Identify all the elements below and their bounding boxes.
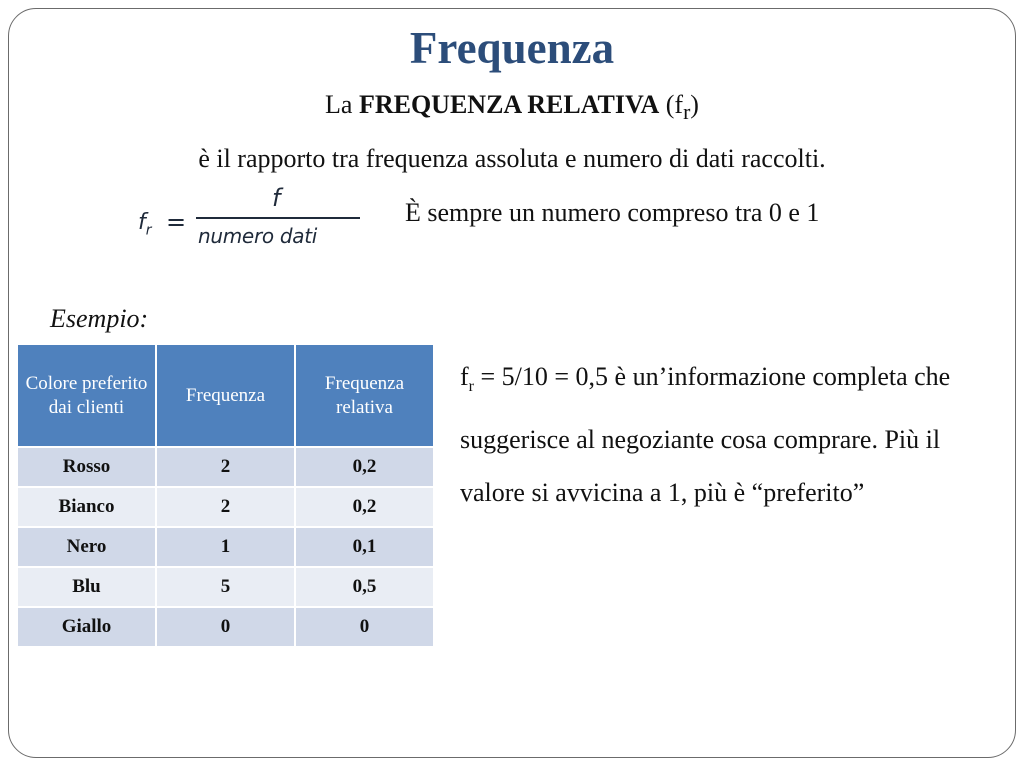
definition-text: è il rapporto tra frequenza assoluta e numero di dati raccolti. [198, 144, 826, 173]
table-row [17, 567, 434, 607]
cell-frequency: 0 [156, 607, 295, 647]
explanation-symbol-sub: r [468, 378, 474, 396]
formula-image [138, 184, 368, 254]
table-row [17, 447, 434, 487]
definition-term: FREQUENZA RELATIVA [358, 90, 660, 119]
cell-relative-frequency: 0,2 [295, 487, 434, 527]
definition-symbol-close: ) [690, 90, 699, 119]
definition-symbol-open: (f [659, 90, 684, 119]
cell-frequency: 1 [156, 527, 295, 567]
formula-fraction-bar [196, 217, 360, 219]
table-row [17, 487, 434, 527]
formula-equals: = [166, 208, 187, 236]
explanation-text [460, 350, 1000, 519]
explanation-symbol: f [460, 362, 469, 391]
cell-color: Giallo [17, 607, 156, 647]
header-frequency: Frequenza [156, 344, 295, 447]
table-header-row [17, 344, 434, 447]
slide-title: Frequenza [409, 23, 615, 73]
cell-color: Blu [17, 567, 156, 607]
definition-symbol-sub: r [683, 100, 691, 125]
header-color: Colore preferito dai clienti [17, 344, 156, 447]
cell-frequency: 2 [156, 487, 295, 527]
cell-color: Nero [17, 527, 156, 567]
table-row [17, 527, 434, 567]
range-note: È sempre un numero compreso tra 0 e 1 [405, 198, 820, 227]
example-label: Esempio: [50, 304, 149, 333]
explanation-body: = 5/10 = 0,5 è un’informazione completa che suggerisce al negoziante cosa comprare. Più il valore si avvicina a 1, più è “preferito” [460, 362, 951, 508]
cell-relative-frequency: 0 [295, 607, 434, 647]
cell-color: Rosso [17, 447, 156, 487]
definition-heading [0, 90, 1024, 125]
formula-numerator: f [272, 184, 281, 212]
formula-lhs: $f_r$ [138, 210, 152, 239]
formula-denominator: numero dati [198, 224, 318, 248]
header-relative-frequency: Frequenza relativa [295, 344, 434, 447]
cell-color: Bianco [17, 487, 156, 527]
frequency-table [16, 343, 435, 648]
cell-relative-frequency: 0,2 [295, 447, 434, 487]
definition-prefix: La [325, 90, 359, 119]
cell-frequency: 5 [156, 567, 295, 607]
cell-frequency: 2 [156, 447, 295, 487]
table-row [17, 607, 434, 647]
cell-relative-frequency: 0,1 [295, 527, 434, 567]
cell-relative-frequency: 0,5 [295, 567, 434, 607]
